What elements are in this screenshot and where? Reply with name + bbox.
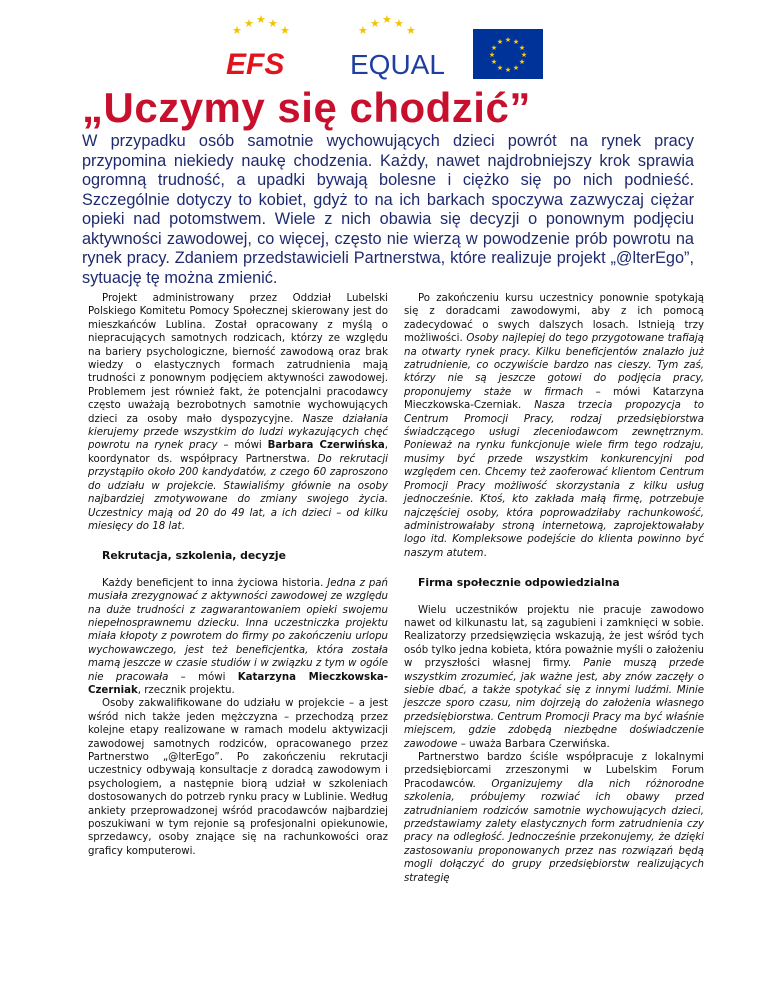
svg-text:★: ★ [256,13,266,26]
text-run: Projekt administrowany przez Oddział Lubelski Polskiego Komitetu Pomocy Społecznej skierowany jest do mieszkańców Lublina. Został opracowany z myślą o niepracujących samotnych rodzicach, którzy ze względu na bariery psychologiczne, bierność zawodową oraz brak wiedzy o elastycznych formach zatrudnienia mają trudności z ponownym podjęciem aktywności zawodowej. Problemem jest również fakt, że potencjalni pracodawcy często uważają bezrobotnych samotnie wychowujących dzieci za osoby mało dyspozycyjne. [88,293,388,425]
svg-text:★: ★ [382,13,392,26]
svg-text:★: ★ [280,24,290,37]
equal-logo [350,13,445,80]
svg-text:★: ★ [244,17,254,30]
quote: Do rekrutacji przystąpiło około 200 kandydatów, z czego 60 zaproszono do udziału w projekcie. Stawialiśmy głównie na osoby najbardziej zmotywowane do zmiany swojego życia. Uczestnicy mają od 20 do 49 lat, a ich dzieci – od kilku miesięcy do 18 lat [88,453,388,532]
right-paragraph-1 [404,292,704,560]
quote: Nasza trzecia propozycja to Centrum Promocji Pracy, rodzaj przedsiębiorstwa świadczącego usługi zleceniodawcom zewnętrznym. Ponieważ na rynku funkcjonuje wiele firm tego rodzaju, musimy być przede wszystkim konkurencyjni pod względem cen. Chcemy też zaoferować klientom Centrum Promocji Pracy możliwość skorzystania z kilku usług jednocześnie. Ktoś, kto zakłada małą firmę, potrzebuje najczęściej osoby, która poprowadziłaby rachunkowość, administrowałaby stroną internetową, zaprojektowałaby logo itd. Kompleksowe podejście do klienta powinno być naszym atutem [404,400,704,559]
text-run: , koordynator ds. współpracy Partnerstwa. [88,440,388,465]
left-paragraph-3: Osoby zakwalifikowane do udziału w projekcie – a jest wśród nich także jeden mężczyzna – przechodzą przez kolejne etapy realizowane w ramach modelu aktywizacji zawodowej samotnych rodziców, opracowanego przez Partnerstwo „@lterEgo”. Po zakończeniu rekrutacji uczestnicy odbywają konsultacje z doradcą zawodowym i psychologiem, a następnie biorą udział w szkoleniach dostosowanych do potrzeb rynku pracy w Lublinie. Według ankiety przeprowadzonej wśród pracodawców najbardziej poszukiwani w tym rejonie są profesjonalni opiekunowie, sprzedawcy, osoby znające się na rachunkowości oraz graficy komputerowi. [88,698,388,857]
svg-text:★: ★ [512,38,520,46]
efs-logo [226,13,290,81]
svg-text:★: ★ [394,17,404,30]
article-lead: W przypadku osób samotnie wychowujących dzieci powrót na rynek pracy przypomina niekiedy naukę chodzenia. Każdy, nawet najdrobniejszy krok sprawia ogromną trudność, a upadki bywają bolesne i ciężko się po nich podnieść. Szczególnie dotyczy to kobiet, gdyż to na ich barkach spoczywa zazwyczaj ciężar opieki nad potomstwem. Wiele z nich obawia się decyzji o ponownym podjęciu aktywności zawodowej, co więcej, często nie wierzą w powodzenie prób powrotu na rynek pracy. Zdaniem przedstawicieli Partnerstwa, które realizuje projekt „@lterEgo”, sytuację tę można zmienić. [82,132,694,287]
svg-text:★: ★ [504,66,512,74]
header-logos [0,0,768,88]
right-column [404,292,704,885]
text-run: , rzecznik projektu. [137,684,235,696]
svg-text:★: ★ [268,17,278,30]
efs-stars [232,13,290,37]
left-paragraph-2 [88,577,388,698]
section-heading-company: Firma społecznie odpowiedzialna [418,576,620,590]
equal-wordmark: EQUAL [350,49,445,80]
svg-text:★: ★ [358,24,368,37]
svg-text:★: ★ [496,38,504,46]
quote: Organizujemy dla nich różnorodne szkolenia, próbujemy rozwiać ich obawy przed zatrudnianiem rodziców samotnie wychowujących dzieci, przedstawiamy zalety elastycznych form zatrudnienia czy pracy na odległość. Jednocześnie przekonujemy, że dzięki zastosowaniu proponowanych przez nas rozwiązań będą mogli dołączyć do grupy przedsiębiorstw realizujących strategię [404,778,705,884]
eu-flag-icon [473,29,543,79]
text-run: . [483,547,487,559]
person-name: Katarzyna Mieczkowska-Czerniak [88,671,388,696]
quote: Jedna z pań musiała zrezygnować z aktywności zawodowej ze względu na duże trudności z zagwarantowaniem opieki swojemu niepełnosprawnemu dziecku. Inna uczestniczka projektu miała kłopoty z powrotem do firmy po zakończeniu urlopu wychowawczego, jest też beneficjentka, która została mamą jeszcze w czasie studiów i w związku z tym w ogóle nie pracowała [88,577,388,683]
quote: Panie muszą przede wszystkim zrozumieć, jak ważne jest, aby znów zaczęły o siebie dbać, a także spotykać się z innymi ludźmi. Minie jeszcze sporo czasu, nim dojrzeją do założenia własnego przedsiębiorstwa. Centrum Promocji Pracy ma być właśnie miejscem, gdzie zdobędą niezbędne doświadczenie zawodowe [404,658,704,750]
left-column [88,292,388,858]
person-name: Barbara Czerwińska [267,440,385,452]
svg-text:★: ★ [232,24,242,37]
text-run: . [181,520,185,532]
efs-wordmark: EFS [226,48,285,81]
svg-text:★: ★ [518,44,526,52]
svg-text:★: ★ [504,36,512,44]
svg-text:★: ★ [490,58,498,66]
text-run: Każdy beneficjent to inna życiowa historia. [102,577,328,589]
section-heading-recruitment: Rekrutacja, szkolenia, decyzje [102,549,286,563]
quote: Osoby najlepiej do tego przygotowane trafiają na otwarty rynek pracy. Kilku beneficjentów znalazło już zatrudnienie, co oczywiście bardzo nas cieszy. Tym zaś, którzy nie są jeszcze gotowi do podjęcia pracy, proponujemy staże w firmach [404,333,704,398]
text-run: – mówi Katarzyna Mieczkowska-Czerniak. [404,386,704,412]
text-run: – mówi [168,671,238,683]
svg-text:★: ★ [496,64,504,72]
svg-text:★: ★ [518,58,526,66]
svg-text:★: ★ [406,24,416,37]
right-paragraph-2 [404,604,704,751]
svg-text:★: ★ [512,64,520,72]
svg-text:★: ★ [490,44,498,52]
text-run: Wielu uczestników projektu nie pracuje zawodowo nawet od kilkunastu lat, są zagubieni i zamknięci w sobie. Realizatorzy przedsięwzięcia wskazują, że jest wśród tych osób tylko jedna kobieta, która poważnie myśli o założeniu w przyszłości własnej firmy. [404,604,704,670]
text-run: Partnerstwo bardzo ściśle współpracuje z lokalnymi przedsiębiorcami zrzeszonymi w Lubelskim Forum Pracodawców. [404,752,704,790]
svg-text:★: ★ [520,51,528,59]
svg-text:★: ★ [370,17,380,30]
logos-graphic [0,0,768,88]
left-paragraph-1 [88,292,388,533]
text-run: Po zakończeniu kursu uczestnicy ponownie spotykają się z doradcami zawodowymi, aby z ich pomocą zadecydować o swych dalszych losach. Istnieją trzy możliwości. [404,293,704,345]
text-run: – uważa Barbara Czerwińska. [457,738,610,750]
equal-stars [358,13,416,37]
text-run: – mówi [217,440,268,452]
article-title: „Uczymy się chodzić” [82,84,531,131]
right-paragraph-3 [404,751,704,885]
quote: Nasze działania kierujemy przede wszystkim do ludzi wykazujących chęć powrotu na rynek pracy [88,413,388,452]
svg-text:★: ★ [488,51,496,59]
